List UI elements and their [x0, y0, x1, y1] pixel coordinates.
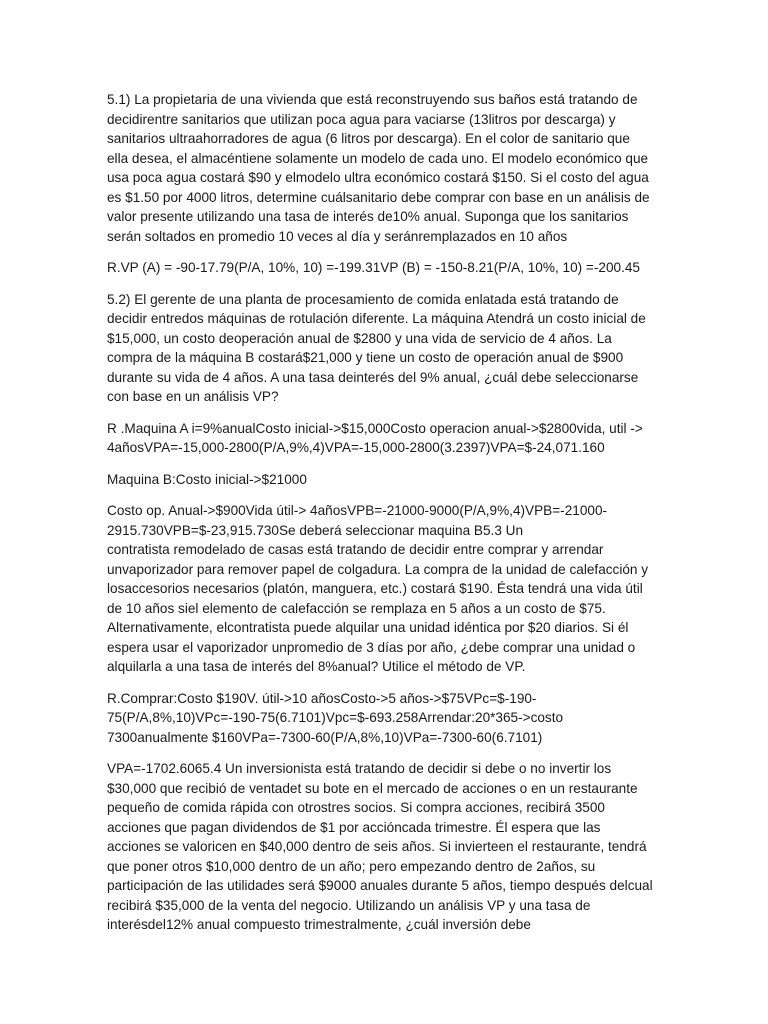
answer-5-1-paragraph: [107, 258, 667, 278]
text-line: que poner otros $10,000 dentro de un año; pero empezando dentro de 2años, su: [107, 858, 596, 874]
text-line: valor presente utilizando una tasa de interés de10% anual. Suponga que los sanitarios: [107, 209, 629, 224]
text-line: espera usar el vaporizador unpromedio de 3 días por año, ¿debe comprar una unidad o: [107, 639, 636, 655]
problem-5-4-paragraph: [107, 759, 667, 935]
answer-5-2-machine-b-heading: [107, 470, 667, 490]
text-line: ella desea, el almacéntiene solamente un modelo de cada uno. El modelo económico que: [107, 150, 649, 166]
text-line: con base en un análisis VP?: [107, 389, 279, 404]
problem-5-1-paragraph: [107, 90, 667, 246]
document-page: [107, 90, 667, 947]
text-line: 2915.730VPB=$-23,915.730Se deberá seleccionar maquina B5.3 Un: [107, 522, 524, 538]
text-line: interésdel12% anual compuesto trimestralmente, ¿cuál inversión debe: [107, 917, 531, 932]
text-line: 5.1) La propietaria de una vivienda que está reconstruyendo sus baños está tratando de: [107, 92, 638, 107]
text-line: $30,000 que recibió de ventadet su bote en el mercado de acciones o en un restaurante: [107, 780, 638, 796]
text-line: acciones que pagan dividendos de $1 por accióncada trimestre. Él espera que las: [107, 819, 601, 835]
text-line: unvaporizador para remover papel de colgadura. La compra de la unidad de calefacción y: [107, 561, 649, 577]
text-line: durante su vida de 4 años. A una tasa deinterés del 9% anual, ¿cuál debe seleccionarse: [107, 369, 639, 385]
text-line: $15,000, un costo deoperación anual de $2800 y una vida de servicio de 4 años. La: [107, 330, 612, 346]
text-line: VPA=-1702.6065.4 Un inversionista está tratando de decidir si debe o no invertir los: [107, 761, 612, 776]
text-line: serán soltados en promedio 10 veces al día y seránremplazados en 10 años: [107, 228, 568, 244]
text-line: acciones se valoricen en $40,000 dentro de seis años. Si invierteen el restaurante, tendrá: [107, 839, 647, 854]
text-line: R .Maquina A i=9%anualCosto inicial->$15,000Costo operacion anual->$2800vida, util ->: [107, 420, 643, 436]
text-line: 75(P/A,8%,10)VPc=-190-75(6.7101)Vpc=$-693.258Arrendar:20*365->costo: [107, 710, 564, 725]
text-line: es $1.50 por 4000 litros, determine cuálsanitario debe comprar con base en un análisis de: [107, 189, 650, 205]
text-line: Alternativamente, elcontratista puede alquilar una unidad idéntica por $20 diarios. Si él: [107, 620, 629, 635]
text-line: losaccesorios necesarios (platón, manguera, etc.) costará $190. Ésta tendrá una vida útil: [107, 581, 643, 596]
problem-5-2-paragraph: [107, 290, 667, 407]
text-line: R.Comprar:Costo $190V. útil->10 añosCosto->5 años->$75VPc=$-190-: [107, 690, 537, 706]
text-line: sanitarios ultraahorradores de agua (6 litros por descarga). En el color de sanitario que: [107, 131, 630, 146]
text-line: 5.2) El gerente de una planta de procesamiento de comida enlatada está tratando de: [107, 291, 619, 307]
text-line: Maquina B:Costo inicial->$21000: [107, 471, 307, 487]
answer-5-3-paragraph: [107, 689, 667, 748]
text-line: recibirá $35,000 de la venta del negocio. Utilizando un análisis VP y una tasa de: [107, 897, 591, 913]
text-line: 7300anualmente $160VPa=-7300-60(P/A,8%,10)VPa=-7300-60(6.7101): [107, 729, 543, 745]
problem-5-3-paragraph: [107, 501, 667, 677]
answer-5-2-machine-a-paragraph: [107, 419, 667, 458]
text-line: 4añosVPA=-15,000-2800(P/A,9%,4)VPA=-15,000-2800(3.2397)VPA=$-24,071.160: [107, 440, 605, 455]
text-line: de 10 años siel elemento de calefacción se remplaza en 5 años a un costo de $75.: [107, 600, 606, 616]
text-line: contratista remodelado de casas está tratando de decidir entre comprar y arrendar: [107, 542, 604, 557]
text-line: usa poca agua costará $90 y elmodelo ultra económico costará $150. Si el costo del agua: [107, 170, 649, 185]
text-line: Costo op. Anual->$900Vida útil-> 4añosVPB=-21000-9000(P/A,9%,4)VPB=-21000-: [107, 503, 608, 518]
text-line: decidirentre sanitarios que utilizan poca agua para vaciarse (13litros por descarga) y: [107, 111, 616, 127]
text-line: alquilarla a una tasa de interés del 8%anual? Utilice el método de VP.: [107, 659, 526, 674]
text-line: pequeño de comida rápida con otrostres socios. Si compra acciones, recibirá 3500: [107, 800, 605, 815]
text-line: decidir entredos máquinas de rotulación diferente. La máquina Atendrá un costo inicial de: [107, 311, 646, 326]
text-line: R.VP (A) = -90-17.79(P/A, 10%, 10) =-199.31VP (B) = -150-8.21(P/A, 10%, 10) =-200.45: [107, 260, 640, 275]
text-line: compra de la máquina B costará$21,000 y tiene un costo de operación anual de $900: [107, 350, 624, 365]
text-line: participación de las utilidades será $9000 anuales durante 5 años, tiempo después delcual: [107, 878, 653, 893]
